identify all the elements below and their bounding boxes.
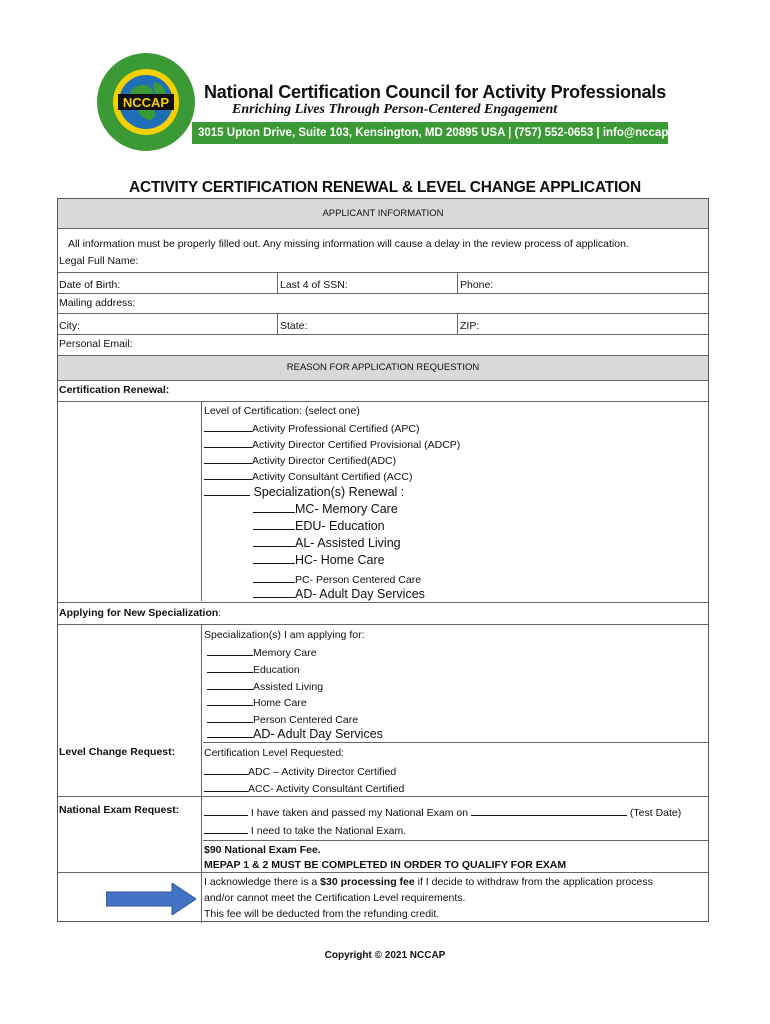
zip-field[interactable]: ZIP: [460, 320, 480, 332]
page-title: ACTIVITY CERTIFICATION RENEWAL & LEVEL CHANGE APPLICATION [129, 179, 641, 196]
level-change-label: Level Change Request: [59, 746, 176, 758]
acknowledge-line-2: and/or cannot meet the Certification Level requirements. [204, 892, 466, 904]
dob-field[interactable]: Date of Birth: [59, 279, 121, 291]
state-field[interactable]: State: [280, 320, 308, 332]
letterhead [96, 52, 691, 162]
level-option-acc[interactable]: ACC- Activity Consultant Certified [204, 781, 404, 795]
spec-renewal-option[interactable]: Specialization(s) Renewal : [204, 485, 404, 499]
spec-option-mc[interactable]: MC- Memory Care [253, 502, 398, 516]
ssn-field[interactable]: Last 4 of SSN: [280, 279, 348, 291]
spec-option-pc[interactable]: PC- Person Centered Care [253, 572, 421, 586]
spec-option-ad[interactable]: AD- Adult Day Services [253, 587, 425, 601]
spec-option-al[interactable]: AL- Assisted Living [253, 536, 401, 550]
nccap-seal-logo [96, 52, 196, 152]
mailing-address-field[interactable]: Mailing address: [59, 297, 136, 309]
new-spec-home-care[interactable]: Home Care [207, 695, 307, 709]
mepap-note: MEPAP 1 & 2 MUST BE COMPLETED IN ORDER TO QUALIFY FOR EXAM [204, 859, 567, 871]
new-spec-adult-day[interactable]: AD- Adult Day Services [207, 727, 383, 741]
exam-fee-note: $90 National Exam Fee. [204, 844, 321, 856]
renewal-option-acc[interactable]: Activity Consultant Certified (ACC) [204, 469, 412, 483]
reason-heading: REASON FOR APPLICATION REQUESTION [58, 356, 708, 380]
acknowledge-line-3: This fee will be deducted from the refunding credit. [204, 908, 440, 920]
exam-passed-option[interactable]: I have taken and passed my National Exam on (Test Date) [204, 805, 681, 819]
applicant-info-heading: APPLICANT INFORMATION [58, 199, 708, 228]
email-field[interactable]: Personal Email: [59, 338, 133, 350]
phone-field[interactable]: Phone: [460, 279, 494, 291]
spec-option-edu[interactable]: EDU- Education [253, 519, 385, 533]
new-spec-assisted-living[interactable]: Assisted Living [207, 679, 323, 693]
copyright: Copyright © 2021 NCCAP [324, 950, 446, 961]
renewal-option-adc[interactable]: Activity Director Certified(ADC) [204, 453, 396, 467]
new-spec-label: Applying for New Specialization: [59, 607, 222, 619]
renewal-option-adcp[interactable]: Activity Director Certified Provisional (ADCP) [204, 437, 460, 451]
form-notice: All information must be properly filled out. Any missing information will cause a delay in the review process of application. [68, 238, 629, 250]
exam-need-option[interactable]: I need to take the National Exam. [204, 823, 406, 837]
exam-request-label: National Exam Request: [59, 804, 180, 816]
level-option-adc[interactable]: ADC – Activity Director Certified [204, 764, 396, 778]
application-form [57, 198, 709, 922]
acknowledge-line-1: I acknowledge there is a $30 processing fee if I decide to withdraw from the application process [204, 876, 653, 888]
renewal-intro: Level of Certification: (select one) [204, 405, 360, 417]
new-spec-person-centered[interactable]: Person Centered Care [207, 712, 358, 726]
seal-center-text: NCCAP [122, 95, 170, 110]
spec-option-hc[interactable]: HC- Home Care [253, 553, 385, 567]
renewal-option-apc[interactable]: Activity Professional Certified (APC) [204, 421, 419, 435]
contact-bar: 3015 Upton Drive, Suite 103, Kensington, MD 20895 USA | (757) 552-0653 | info@nccap.org [192, 122, 668, 144]
new-spec-education[interactable]: Education [207, 662, 300, 676]
org-name: National Certification Council for Activity Professionals [204, 82, 667, 102]
new-spec-intro: Specialization(s) I am applying for: [204, 629, 365, 641]
new-spec-memory-care[interactable]: Memory Care [207, 645, 317, 659]
renewal-label: Certification Renewal: [59, 384, 170, 396]
level-intro: Certification Level Requested: [204, 747, 345, 759]
arrow-right-icon [106, 883, 196, 915]
city-field[interactable]: City: [59, 320, 80, 332]
legal-name-field[interactable]: Legal Full Name: [59, 255, 139, 267]
tagline: Enriching Lives Through Person-Centered Engagement [232, 102, 558, 117]
